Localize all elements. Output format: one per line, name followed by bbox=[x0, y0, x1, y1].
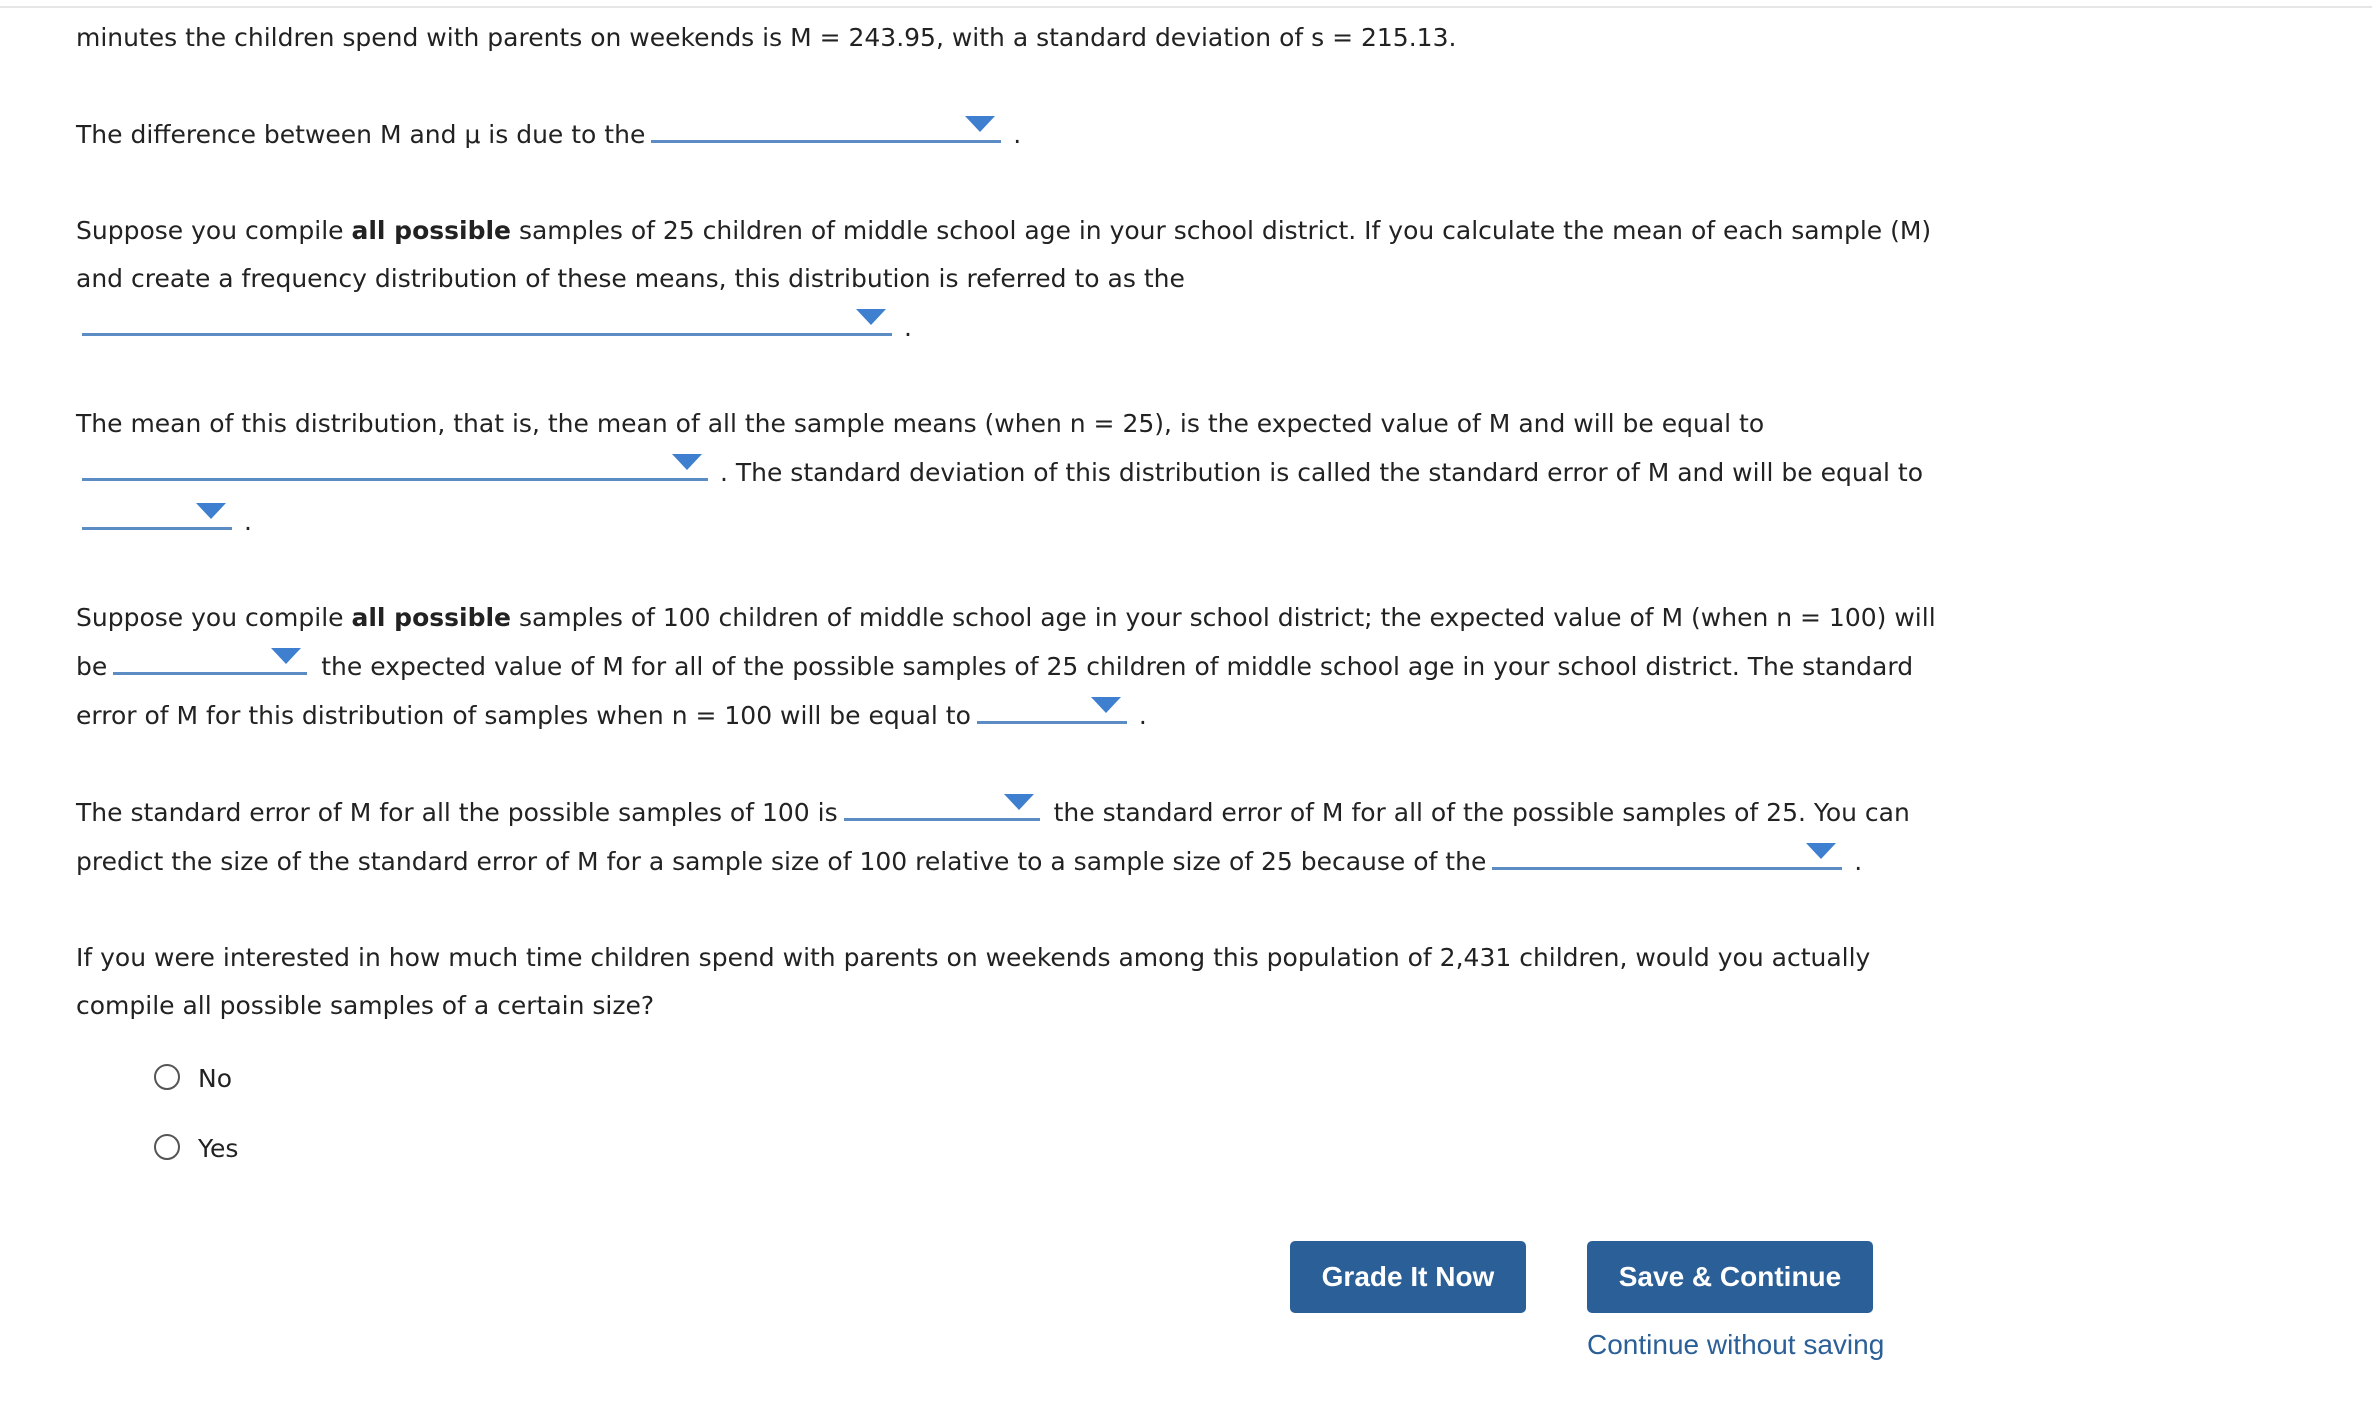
chevron-down-icon bbox=[965, 116, 995, 132]
radio-option-no[interactable] bbox=[154, 1044, 2336, 1114]
text-segment: samples of 25 children of middle school age in your school district. If you calculate the mean of each sample (M) bbox=[511, 216, 1932, 245]
radio-option-yes[interactable] bbox=[154, 1114, 2336, 1184]
chevron-down-icon bbox=[856, 309, 886, 325]
period: . bbox=[1138, 701, 1147, 730]
expected-value-question-line1 bbox=[76, 400, 2336, 448]
bold-text: all possible bbox=[351, 603, 512, 632]
continue-without-saving-link[interactable]: Continue without saving bbox=[1587, 1329, 1885, 1360]
difference-dropdown[interactable] bbox=[651, 110, 1001, 143]
standard-error-comparison-line2 bbox=[76, 837, 2336, 886]
chevron-down-icon bbox=[271, 648, 301, 664]
text-segment: samples of 100 children of middle school age in your school district; the expected value of M (when n = 100) will bbox=[511, 603, 1936, 632]
expected-value-question-line2 bbox=[76, 448, 2336, 497]
period: . bbox=[1013, 120, 1022, 149]
text-segment: Suppose you compile bbox=[76, 603, 352, 632]
sample-100-question-line2 bbox=[76, 642, 2336, 691]
standard-error-comparison-dropdown[interactable] bbox=[844, 788, 1040, 821]
sampling-distribution-question-line1 bbox=[76, 207, 2336, 255]
population-question-line2 bbox=[76, 982, 2336, 1030]
text-segment: Suppose you compile bbox=[76, 216, 352, 245]
top-divider bbox=[0, 0, 2372, 8]
chevron-down-icon bbox=[1091, 697, 1121, 713]
chevron-down-icon bbox=[672, 454, 702, 470]
text-segment: predict the size of the standard error of M for a sample size of 100 relative to a sample size of 25 because of the bbox=[76, 847, 1487, 876]
intro-text-content: minutes the children spend with parents on weekends is M = 243.95, with a standard deviation of s = 215.13. bbox=[76, 23, 1457, 52]
sample-100-question-line3 bbox=[76, 691, 2336, 740]
text-segment: If you were interested in how much time children spend with parents on weekends among this population of 2,431 children, would you actually bbox=[76, 943, 1871, 972]
bold-text: all possible bbox=[351, 216, 512, 245]
chevron-down-icon bbox=[1004, 794, 1034, 810]
save-and-continue-button[interactable]: Save & Continue bbox=[1587, 1241, 1873, 1313]
radio-button-no[interactable] bbox=[154, 1064, 180, 1090]
sample-100-question-line1 bbox=[76, 594, 2336, 642]
sampling-distribution-question-line2 bbox=[76, 255, 2336, 303]
difference-text: The difference between M and μ is due to the bbox=[76, 120, 646, 149]
text-segment: The standard error of M for all the possible samples of 100 is bbox=[76, 798, 838, 827]
difference-question bbox=[76, 110, 2336, 159]
standard-error-100-dropdown[interactable] bbox=[977, 691, 1127, 724]
standard-error-dropdown[interactable] bbox=[82, 497, 232, 530]
standard-error-comparison-line1 bbox=[76, 788, 2336, 837]
text-segment: . The standard deviation of this distribution is called the standard error of M and will be equal to bbox=[719, 458, 1924, 487]
distribution-name-dropdown[interactable] bbox=[82, 303, 892, 336]
sampling-distribution-answer-line bbox=[76, 303, 2336, 352]
reason-dropdown[interactable] bbox=[1492, 837, 1842, 870]
text-segment: and create a frequency distribution of these means, this distribution is referred to as the bbox=[76, 264, 1185, 293]
text-segment: error of M for this distribution of samples when n = 100 will be equal to bbox=[76, 701, 971, 730]
chevron-down-icon bbox=[1806, 843, 1836, 859]
intro-text bbox=[76, 14, 2336, 62]
period: . bbox=[1854, 847, 1863, 876]
period: . bbox=[903, 313, 912, 342]
chevron-down-icon bbox=[196, 503, 226, 519]
text-segment: compile all possible samples of a certain size? bbox=[76, 991, 655, 1020]
period: . bbox=[243, 507, 252, 536]
population-question-line1 bbox=[76, 934, 2336, 982]
text-segment: the standard error of M for all of the possible samples of 25. You can bbox=[1053, 798, 1910, 827]
question-content bbox=[76, 14, 2336, 1184]
expected-value-question-line3 bbox=[76, 497, 2336, 546]
text-segment: the expected value of M for all of the possible samples of 25 children of middle school age in your school district. The standard bbox=[321, 652, 1914, 681]
radio-label-yes: Yes bbox=[198, 1134, 239, 1163]
expected-value-dropdown[interactable] bbox=[82, 448, 708, 481]
grade-it-now-button[interactable]: Grade It Now bbox=[1290, 1241, 1526, 1313]
radio-label-no: No bbox=[198, 1064, 232, 1093]
text-segment: be bbox=[76, 652, 108, 681]
expected-value-comparison-dropdown[interactable] bbox=[113, 642, 307, 675]
text-segment: The mean of this distribution, that is, the mean of all the sample means (when n = 25), is the expected value of M and will be equal to bbox=[76, 409, 1765, 438]
radio-button-yes[interactable] bbox=[154, 1134, 180, 1160]
